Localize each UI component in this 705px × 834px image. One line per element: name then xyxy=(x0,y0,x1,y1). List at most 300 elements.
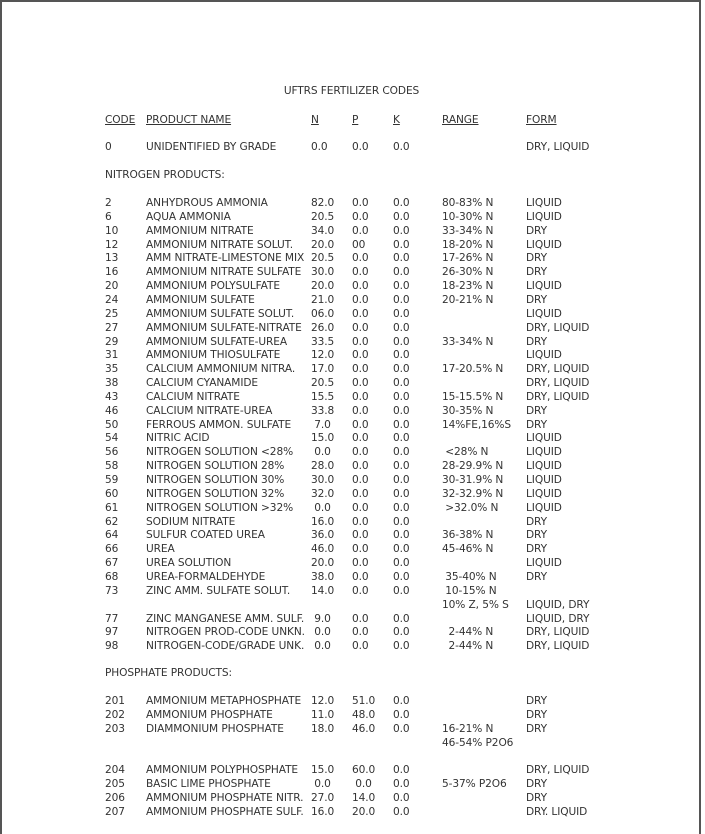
cell-p: 0.0 xyxy=(352,141,369,153)
cell-k: 0.0 xyxy=(393,778,410,791)
cell-p: 0.0 xyxy=(352,224,369,237)
cell-name: NITRIC ACID xyxy=(146,432,210,445)
cell-k: 0.0 xyxy=(393,141,410,153)
cell-code: 12 xyxy=(105,238,119,251)
cell-p: 0.0 xyxy=(352,778,372,791)
section-label: PHOSPHATE PRODUCTS: xyxy=(105,667,232,679)
cell-form: LIQUID xyxy=(526,197,562,209)
cell-range: 45-46% N xyxy=(442,543,494,556)
cell-k: 0.0 xyxy=(393,805,410,818)
cell-name: AMMONIUM SULFATE-UREA xyxy=(146,335,288,348)
cell-n: 0.0 xyxy=(311,501,331,514)
cell-form: DRY, LIQUID xyxy=(526,377,590,390)
cell-k: 0.0 xyxy=(393,224,410,237)
cell-p: 14.0 xyxy=(352,791,376,804)
cell-p: 0.0 xyxy=(352,501,369,514)
cell-range: 2-44% N xyxy=(442,640,494,653)
cell-p: 0.0 xyxy=(352,418,369,431)
cell-name: AMMONIUM NITRATE SULFATE xyxy=(146,266,302,279)
cell-n: 9.0 xyxy=(311,612,331,625)
cell-n: 20.0 xyxy=(311,280,335,293)
cell-code: 10 xyxy=(105,224,119,237)
cell-form: DRY xyxy=(526,570,548,583)
cell-k: 0.0 xyxy=(393,432,410,445)
cell-p: 0.0 xyxy=(352,335,369,348)
cell-name: CALCIUM NITRATE-UREA xyxy=(146,404,273,417)
cell-k: 0.0 xyxy=(393,557,410,570)
cell-n: 20.5 xyxy=(311,210,335,223)
cell-name: BASIC LIME PHOSPHATE xyxy=(146,778,271,791)
cell-form: DRY xyxy=(526,778,548,791)
cell-code: 206 xyxy=(105,791,125,804)
cell-n: 17.0 xyxy=(311,363,335,376)
cell-code: 59 xyxy=(105,474,119,486)
cell-form: LIQUID xyxy=(526,474,562,486)
header-product-name: PRODUCT NAME xyxy=(146,114,232,126)
cell-form: DRY xyxy=(526,252,548,265)
document-title xyxy=(0,85,705,97)
table-row xyxy=(0,625,705,639)
cell-k: 0.0 xyxy=(393,280,410,293)
cell-code: 77 xyxy=(105,612,119,625)
cell-code: 16 xyxy=(105,266,119,279)
cell-n: 16.0 xyxy=(311,805,335,818)
cell-form: DRY, LIQUID xyxy=(526,363,590,376)
header-n: N xyxy=(311,114,319,126)
cell-name: NITROGEN SOLUTION >32% xyxy=(146,501,294,514)
cell-code: 202 xyxy=(105,708,125,721)
table-row xyxy=(0,501,705,515)
cell-n: 46.0 xyxy=(311,543,335,556)
cell-k: 0.0 xyxy=(393,197,410,209)
cell-p: 0.0 xyxy=(352,280,369,293)
cell-name: AQUA AMMONIA xyxy=(146,210,231,223)
cell-k: 0.0 xyxy=(393,307,410,320)
cell-n: 06.0 xyxy=(311,307,335,320)
cell-name: ZINC MANGANESE AMM. SULF. xyxy=(146,612,305,625)
table-row xyxy=(0,708,705,722)
cell-code: 58 xyxy=(105,460,119,473)
table-row xyxy=(0,445,705,459)
cell-p: 0.0 xyxy=(352,266,369,279)
cell-form: LIQUID xyxy=(526,307,562,320)
cell-name: AMMONIUM SULFATE SOLUT. xyxy=(146,307,295,320)
cell-n: 33.8 xyxy=(311,404,335,417)
cell-code: 20 xyxy=(105,280,119,293)
cell-form: DRY xyxy=(526,335,548,348)
table-row xyxy=(0,777,705,791)
cell-range: 15-15.5% N xyxy=(442,390,504,403)
cell-code: 62 xyxy=(105,515,119,528)
cell-k: 0.0 xyxy=(393,515,410,528)
cell-n: 0.0 xyxy=(311,446,331,459)
cell-k: 0.0 xyxy=(393,791,410,804)
cell-n: 21.0 xyxy=(311,293,335,306)
cell-name: AMMONIUM SULFATE-NITRATE xyxy=(146,321,302,334)
table-row xyxy=(0,390,705,404)
cell-name: AMMONIUM NITRATE SOLUT. xyxy=(146,238,294,251)
table-row xyxy=(0,598,705,612)
cell-name: AMMONIUM POLYSULFATE xyxy=(146,280,280,293)
cell-p: 0.0 xyxy=(352,446,369,459)
cell-name: SODIUM NITRATE xyxy=(146,515,236,528)
cell-form: LIQUID xyxy=(526,557,562,570)
cell-k: 0.0 xyxy=(393,708,410,721)
cell-p: 0.0 xyxy=(352,543,369,556)
table-row xyxy=(0,362,705,376)
cell-name: NITROGEN-CODE/GRADE UNK. xyxy=(146,640,305,653)
table-row xyxy=(0,431,705,445)
cell-name: DIAMMONIUM PHOSPHATE xyxy=(146,722,284,735)
cell-n: 14.0 xyxy=(311,584,335,597)
cell-p: 0.0 xyxy=(352,529,369,542)
cell-n: 0.0 xyxy=(311,626,331,639)
cell-p: 0.0 xyxy=(352,197,369,209)
table-row xyxy=(0,612,705,626)
cell-range: 33-34% N xyxy=(442,335,494,348)
table-row xyxy=(0,459,705,473)
cell-form: LIQUID xyxy=(526,210,562,223)
table-row xyxy=(0,238,705,252)
cell-name: AMMONIUM THIOSULFATE xyxy=(146,349,281,362)
cell-range: 36-38% N xyxy=(442,529,494,542)
cell-code: 207 xyxy=(105,805,125,818)
cell-form: DRY, LIQUID xyxy=(526,390,590,403)
cell-k: 0.0 xyxy=(393,722,410,735)
cell-n: 20.0 xyxy=(311,557,335,570)
table-row xyxy=(0,542,705,556)
cell-range: 18-23% N xyxy=(442,280,494,293)
cell-k: 0.0 xyxy=(393,626,410,639)
table-row xyxy=(0,487,705,501)
section-label: NITROGEN PRODUCTS: xyxy=(105,169,225,181)
table-row xyxy=(0,791,705,805)
table-row xyxy=(0,404,705,418)
section-heading xyxy=(0,666,705,680)
cell-form: DRY xyxy=(526,515,548,528)
cell-range: 10-30% N xyxy=(442,210,494,223)
cell-form: DRY xyxy=(526,791,548,804)
column-headers xyxy=(0,113,705,127)
header-p: P xyxy=(352,114,359,126)
cell-p: 0.0 xyxy=(352,210,369,223)
table-row xyxy=(0,307,705,321)
cell-form: DRY xyxy=(526,543,548,556)
cell-code: 50 xyxy=(105,418,119,431)
table-row-unidentified xyxy=(0,140,705,154)
cell-k: 0.0 xyxy=(393,404,410,417)
cell-range: 18-20% N xyxy=(442,238,494,251)
cell-p: 0.0 xyxy=(352,474,369,486)
cell-range: 28-29.9% N xyxy=(442,460,504,473)
table-row xyxy=(0,570,705,584)
cell-range: 17-26% N xyxy=(442,252,494,265)
cell-form: DRY xyxy=(526,722,548,735)
cell-form: DRY, LIQUID xyxy=(526,321,590,334)
cell-form: DRY, LIQUID xyxy=(526,626,590,639)
cell-name: ZINC AMM. SULFATE SOLUT. xyxy=(146,584,291,597)
cell-k: 0.0 xyxy=(393,390,410,403)
cell-name: UNIDENTIFIED BY GRADE xyxy=(146,141,277,153)
cell-k: 0.0 xyxy=(393,460,410,473)
cell-code: 38 xyxy=(105,377,119,390)
cell-p: 0.0 xyxy=(352,487,369,500)
section-heading xyxy=(0,168,705,182)
cell-name: CALCIUM AMMONIUM NITRA. xyxy=(146,363,296,376)
cell-code: 0 xyxy=(105,141,112,153)
cell-p: 0.0 xyxy=(352,363,369,376)
cell-p: 0.0 xyxy=(352,321,369,334)
cell-n: 0.0 xyxy=(311,778,331,791)
cell-code: 29 xyxy=(105,335,119,348)
cell-n: 15.5 xyxy=(311,390,335,403)
cell-form: DRY, LIQUID xyxy=(526,640,590,653)
cell-name: NITROGEN SOLUTION 28% xyxy=(146,460,285,473)
cell-form: DRY xyxy=(526,293,548,306)
cell-range: 46-54% P2O6 xyxy=(442,736,514,749)
cell-n: 15.0 xyxy=(311,432,335,445)
header-range: RANGE xyxy=(442,114,479,126)
cell-k: 0.0 xyxy=(393,612,410,625)
table-row xyxy=(0,335,705,349)
cell-name: NITROGEN PROD-CODE UNKN. xyxy=(146,626,305,639)
cell-code: 27 xyxy=(105,321,119,334)
cell-range: 14%FE,16%S xyxy=(442,418,511,431)
table-row xyxy=(0,736,705,750)
cell-code: 31 xyxy=(105,349,119,362)
table-row xyxy=(0,722,705,736)
cell-n: 30.0 xyxy=(311,474,335,486)
cell-n: 15.0 xyxy=(311,764,335,777)
cell-p: 00 xyxy=(352,238,366,251)
cell-name: NITROGEN SOLUTION 30% xyxy=(146,474,285,486)
cell-n: 12.0 xyxy=(311,695,335,707)
cell-name: AMMONIUM NITRATE xyxy=(146,224,254,237)
cell-n: 20.0 xyxy=(311,238,335,251)
cell-p: 60.0 xyxy=(352,764,376,777)
cell-k: 0.0 xyxy=(393,543,410,556)
cell-code: 201 xyxy=(105,695,125,707)
cell-form: DRY xyxy=(526,418,548,431)
cell-p: 0.0 xyxy=(352,252,369,265)
cell-range: 10-15% N xyxy=(442,584,497,597)
cell-range: >32.0% N xyxy=(442,501,499,514)
cell-p: 0.0 xyxy=(352,460,369,473)
cell-code: 2 xyxy=(105,197,112,209)
header-form: FORM xyxy=(526,114,557,126)
table-row xyxy=(0,251,705,265)
cell-p: 0.0 xyxy=(352,515,369,528)
cell-p: 0.0 xyxy=(352,404,369,417)
cell-name: AMMONIUM PHOSPHATE NITR. xyxy=(146,791,304,804)
cell-name: UREA xyxy=(146,543,175,556)
cell-code: 56 xyxy=(105,446,119,459)
cell-form: DRY xyxy=(526,404,548,417)
cell-code: 67 xyxy=(105,557,119,570)
header-code: CODE xyxy=(105,114,136,126)
cell-code: 13 xyxy=(105,252,119,265)
cell-code: 73 xyxy=(105,584,119,597)
cell-code: 54 xyxy=(105,432,119,445)
cell-n: 20.5 xyxy=(311,377,335,390)
cell-k: 0.0 xyxy=(393,363,410,376)
cell-n: 28.0 xyxy=(311,460,335,473)
cell-code: 61 xyxy=(105,501,119,514)
cell-n: 36.0 xyxy=(311,529,335,542)
cell-k: 0.0 xyxy=(393,501,410,514)
cell-p: 0.0 xyxy=(352,377,369,390)
table-row xyxy=(0,694,705,708)
cell-n: 30.0 xyxy=(311,266,335,279)
cell-k: 0.0 xyxy=(393,252,410,265)
cell-k: 0.0 xyxy=(393,418,410,431)
cell-k: 0.0 xyxy=(393,487,410,500)
cell-form: DRY xyxy=(526,695,548,707)
cell-code: 64 xyxy=(105,529,119,542)
cell-n: 26.0 xyxy=(311,321,335,334)
cell-code: 35 xyxy=(105,363,119,376)
table-row xyxy=(0,639,705,653)
table-row xyxy=(0,473,705,487)
cell-range: 30-35% N xyxy=(442,404,494,417)
cell-p: 0.0 xyxy=(352,293,369,306)
cell-form: LIQUID xyxy=(526,501,562,514)
cell-name: NITROGEN SOLUTION 32% xyxy=(146,487,285,500)
cell-name: ANHYDROUS AMMONIA xyxy=(146,197,268,209)
cell-p: 51.0 xyxy=(352,695,376,707)
cell-name: AMMONIUM SULFATE xyxy=(146,293,255,306)
cell-p: 0.0 xyxy=(352,626,369,639)
cell-name: AMMONIUM METAPHOSPHATE xyxy=(146,695,302,707)
cell-form: LIQUID xyxy=(526,432,562,445)
cell-form: LIQUID, DRY xyxy=(526,612,590,625)
cell-n: 20.5 xyxy=(311,252,335,265)
cell-code: 203 xyxy=(105,722,125,735)
cell-name: NITROGEN SOLUTION <28% xyxy=(146,446,294,459)
table-row xyxy=(0,805,705,819)
table-row xyxy=(0,293,705,307)
table-row xyxy=(0,584,705,598)
cell-code: 6 xyxy=(105,210,112,223)
cell-range: 35-40% N xyxy=(442,570,497,583)
cell-form: DRY xyxy=(526,266,548,279)
cell-k: 0.0 xyxy=(393,529,410,542)
table-row xyxy=(0,556,705,570)
cell-k: 0.0 xyxy=(393,377,410,390)
cell-n: 27.0 xyxy=(311,791,335,804)
cell-k: 0.0 xyxy=(393,764,410,777)
cell-n: 82.0 xyxy=(311,197,335,209)
cell-n: 0.0 xyxy=(311,141,328,153)
cell-code: 25 xyxy=(105,307,119,320)
table-row xyxy=(0,348,705,362)
table-row xyxy=(0,515,705,529)
cell-range: 30-31.9% N xyxy=(442,474,504,486)
cell-form: DRY xyxy=(526,529,548,542)
cell-range: 20-21% N xyxy=(442,293,494,306)
cell-p: 0.0 xyxy=(352,584,369,597)
cell-range: 17-20.5% N xyxy=(442,363,504,376)
cell-code: 205 xyxy=(105,778,125,791)
cell-form: LIQUID xyxy=(526,349,562,362)
cell-p: 20.0 xyxy=(352,805,376,818)
cell-k: 0.0 xyxy=(393,446,410,459)
cell-k: 0.0 xyxy=(393,474,410,486)
cell-p: 48.0 xyxy=(352,708,376,721)
cell-k: 0.0 xyxy=(393,335,410,348)
cell-range: 5-37% P2O6 xyxy=(442,778,507,791)
cell-form: LIQUID xyxy=(526,487,562,500)
cell-k: 0.0 xyxy=(393,570,410,583)
cell-p: 0.0 xyxy=(352,557,369,570)
cell-code: 204 xyxy=(105,764,125,777)
cell-form: LIQUID, DRY xyxy=(526,598,590,611)
table-row xyxy=(0,279,705,293)
cell-p: 46.0 xyxy=(352,722,376,735)
cell-name: FERROUS AMMON. SULFATE xyxy=(146,418,292,431)
table-row xyxy=(0,376,705,390)
cell-name: SULFUR COATED UREA xyxy=(146,529,265,542)
cell-n: 32.0 xyxy=(311,487,335,500)
cell-form: LIQUID xyxy=(526,238,562,251)
cell-range: 2-44% N xyxy=(442,626,494,639)
cell-code: 60 xyxy=(105,487,119,500)
cell-form: LIQUID xyxy=(526,460,562,473)
cell-n: 7.0 xyxy=(311,418,331,431)
cell-code: 97 xyxy=(105,626,119,639)
table-row xyxy=(0,321,705,335)
cell-n: 34.0 xyxy=(311,224,335,237)
cell-k: 0.0 xyxy=(393,695,410,707)
cell-form: LIQUID xyxy=(526,280,562,293)
cell-n: 38.0 xyxy=(311,570,335,583)
cell-p: 0.0 xyxy=(352,390,369,403)
cell-name: AMM NITRATE-LIMESTONE MIX xyxy=(146,252,305,265)
cell-n: 11.0 xyxy=(311,708,335,721)
cell-k: 0.0 xyxy=(393,293,410,306)
cell-n: 0.0 xyxy=(311,640,331,653)
cell-code: 66 xyxy=(105,543,119,556)
cell-code: 43 xyxy=(105,390,119,403)
cell-form: LIQUID xyxy=(526,446,562,459)
cell-name: CALCIUM CYANAMIDE xyxy=(146,377,259,390)
cell-code: 68 xyxy=(105,570,119,583)
cell-range: 32-32.9% N xyxy=(442,487,504,500)
cell-range: 33-34% N xyxy=(442,224,494,237)
table-row xyxy=(0,196,705,210)
cell-k: 0.0 xyxy=(393,640,410,653)
table-row xyxy=(0,265,705,279)
cell-k: 0.0 xyxy=(393,321,410,334)
cell-k: 0.0 xyxy=(393,266,410,279)
cell-range: 80-83% N xyxy=(442,197,494,209)
cell-code: 98 xyxy=(105,640,119,653)
cell-range: 16-21% N xyxy=(442,722,494,735)
cell-code: 24 xyxy=(105,293,119,306)
cell-name: AMMONIUM PHOSPHATE xyxy=(146,708,273,721)
cell-p: 0.0 xyxy=(352,570,369,583)
cell-range: <28% N xyxy=(442,446,489,459)
cell-name: AMMONIUM POLYPHOSPHATE xyxy=(146,764,299,777)
table-row xyxy=(0,528,705,542)
cell-n: 18.0 xyxy=(311,722,335,735)
cell-p: 0.0 xyxy=(352,612,369,625)
cell-name: UREA SOLUTION xyxy=(146,557,232,570)
cell-form: DRY xyxy=(526,224,548,237)
title-text: UFTRS FERTILIZER CODES xyxy=(283,85,420,97)
cell-form: DRY xyxy=(526,708,548,721)
cell-name: UREA-FORMALDEHYDE xyxy=(146,570,266,583)
